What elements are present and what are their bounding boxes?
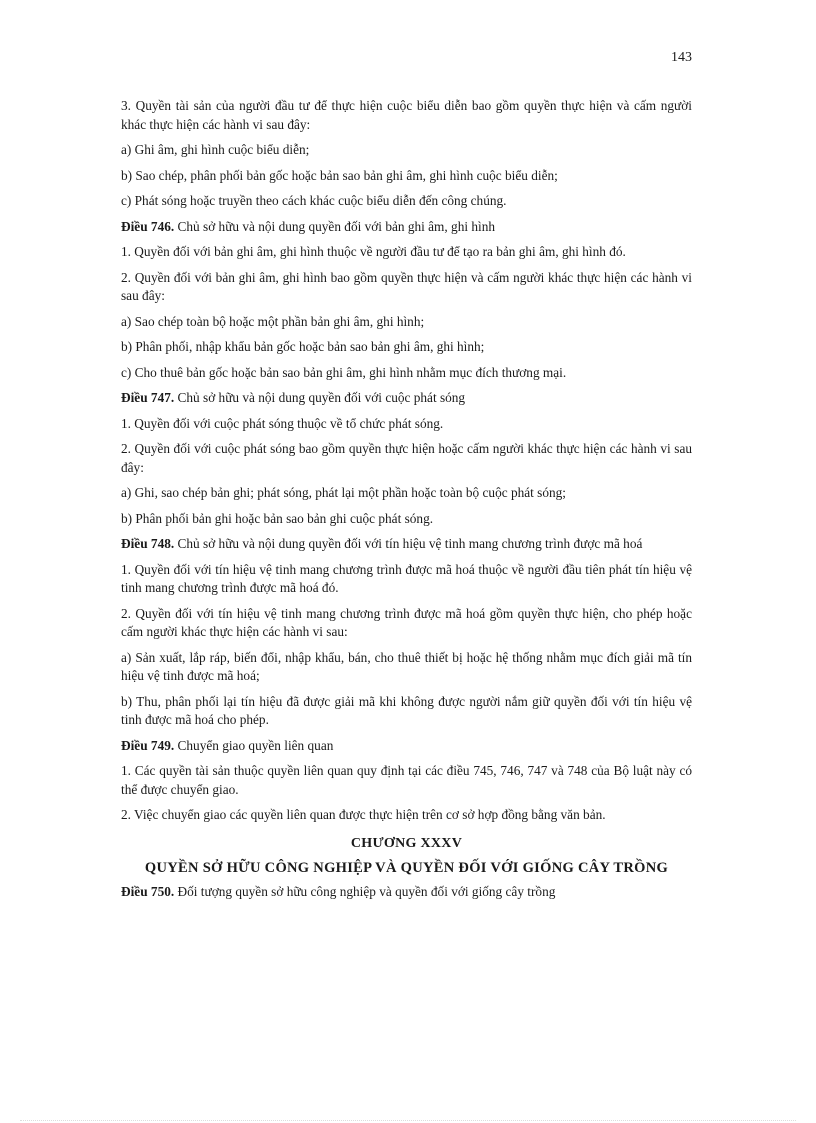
paragraph: b) Thu, phân phối lại tín hiệu đã được giải mã khi không được người nắm giữ quyền đối với tín hiệu vệ tinh được mã hoá cho phép. [121, 693, 692, 727]
paragraph: c) Phát sóng hoặc truyền theo cách khác cuộc biểu diễn đến công chúng. [121, 193, 507, 208]
paragraph: a) Sản xuất, lắp ráp, biến đổi, nhập khẩu, bán, cho thuê thiết bị hoặc hệ thống nhằm mục đích giải mã tín hiệu vệ tinh được mã hoá; [121, 649, 692, 683]
paragraph: a) Ghi, sao chép bản ghi; phát sóng, phát lại một phần hoặc toàn bộ cuộc phát sóng; [121, 485, 566, 500]
page-number: 143 [671, 50, 692, 65]
paragraph: 2. Quyền đối với tín hiệu vệ tinh mang chương trình được mã hoá gồm quyền thực hiện, cho phép hoặc cấm người khác thực hiện các hành vi sau: [121, 605, 692, 639]
article-label: Điều 747. [121, 390, 175, 405]
paragraph: 1. Các quyền tài sản thuộc quyền liên quan quy định tại các điều 745, 746, 747 và 748 của Bộ luật này có thể được chuyển giao. [121, 763, 692, 797]
paragraph: a) Ghi âm, ghi hình cuộc biểu diễn; [121, 142, 310, 157]
paragraph: b) Phân phối, nhập khẩu bản gốc hoặc bản sao bản ghi âm, ghi hình; [121, 339, 485, 354]
article-heading-748: Điều 748. Chủ sở hữu và nội dung quyền đối với tín hiệu vệ tinh mang chương trình được mã hoá [121, 536, 643, 551]
paragraph: 2. Quyền đối với bản ghi âm, ghi hình bao gồm quyền thực hiện và cấm người khác thực hiện các hành vi sau đây: [121, 269, 692, 303]
paragraph: 2. Việc chuyển giao các quyền liên quan được thực hiện trên cơ sở hợp đồng bằng văn bản. [121, 807, 606, 822]
paragraph: 3. Quyền tài sản của người đầu tư để thực hiện cuộc biểu diễn bao gồm quyền thực hiện và cấm người khác thực hiện các hành vi sau đây: [121, 98, 692, 132]
paragraph: 1. Quyền đối với bản ghi âm, ghi hình thuộc về người đầu tư để tạo ra bản ghi âm, ghi hình đó. [121, 244, 626, 259]
paragraph: b) Sao chép, phân phối bản gốc hoặc bản sao bản ghi âm, ghi hình cuộc biểu diễn; [121, 167, 558, 183]
article-heading-746: Điều 746. Chủ sở hữu và nội dung quyền đối với bản ghi âm, ghi hình [121, 218, 496, 234]
paragraph: 1. Quyền đối với cuộc phát sóng thuộc về tổ chức phát sóng. [121, 415, 444, 431]
chapter-title: QUYỀN SỞ HỮU CÔNG NGHIỆP VÀ QUYỀN ĐỐI VỚI GIỐNG CÂY TRỒNG [144, 860, 669, 876]
paragraph: 1. Quyền đối với tín hiệu vệ tinh mang chương trình được mã hoá thuộc về người đầu tiên phát tín hiệu vệ tinh mang chương trình được mã hoá đó. [121, 561, 692, 595]
document-body [121, 97, 692, 909]
article-label: Điều 748. [121, 536, 175, 551]
article-label: Điều 746. [121, 218, 175, 234]
page-bottom-divider [20, 1120, 796, 1121]
article-heading-750: Điều 750. Đối tượng quyền sở hữu công nghiệp và quyền đối với giống cây trồng [121, 884, 556, 899]
paragraph: 2. Quyền đối với cuộc phát sóng bao gồm quyền thực hiện hoặc cấm người khác thực hiện các hành vi sau đây: [121, 441, 692, 475]
article-label: Điều 749. [121, 737, 175, 753]
paragraph: a) Sao chép toàn bộ hoặc một phần bản ghi âm, ghi hình; [121, 313, 425, 329]
paragraph: b) Phân phối bản ghi hoặc bản sao bản ghi cuộc phát sóng. [121, 510, 434, 526]
paragraph: c) Cho thuê bản gốc hoặc bản sao bản ghi âm, ghi hình nhằm mục đích thương mại. [121, 364, 567, 380]
article-heading-749: Điều 749. Chuyển giao quyền liên quan [121, 737, 334, 753]
article-label: Điều 750. [121, 884, 175, 899]
article-heading-747: Điều 747. Chủ sở hữu và nội dung quyền đối với cuộc phát sóng [121, 390, 466, 405]
chapter-number: CHƯƠNG XXXV [350, 835, 463, 851]
